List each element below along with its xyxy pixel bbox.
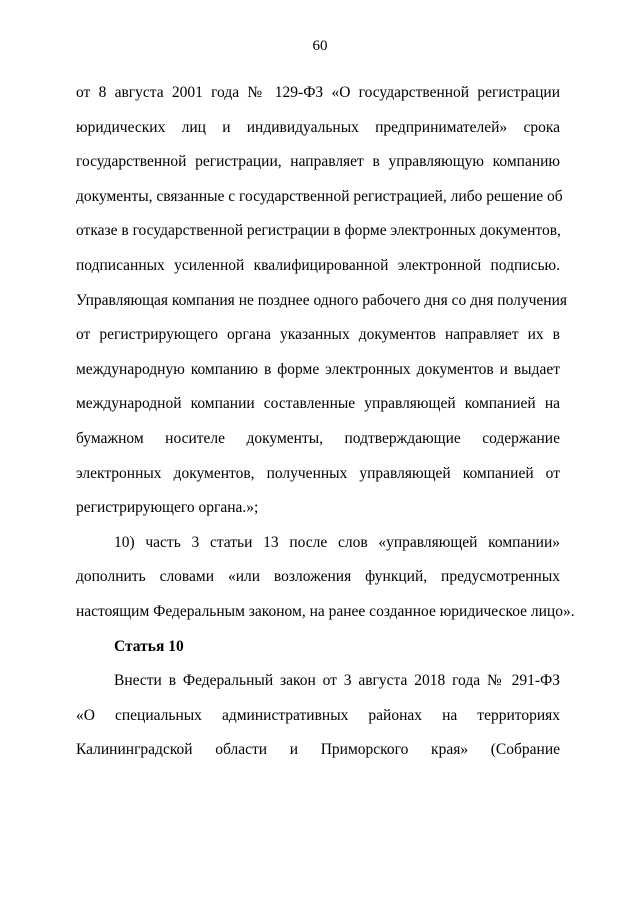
text-line: Внести в Федеральный закон от 3 августа 2018 года № 291-ФЗ <box>114 672 560 690</box>
page-number: 60 <box>312 38 328 54</box>
text-line: регистрирующего органа.»; <box>76 499 259 517</box>
text-line: электронных документов, полученных управляющей компанией от <box>76 464 560 482</box>
text-line: подписанных усиленной квалифицированной электронной подписью. <box>76 256 560 274</box>
text-line: Управляющая компания не позднее одного рабочего дня со дня получения <box>76 291 568 309</box>
text-line: документы, связанные с государственной регистрацией, либо решение об <box>76 187 563 205</box>
text-line: государственной регистрации, направляет в управляющую компанию <box>76 153 560 171</box>
text-line: «О специальных административных районах на территориях <box>76 706 560 724</box>
text-line: дополнить словами «или возложения функций, предусмотренных <box>76 568 560 586</box>
article-heading: Статья 10 <box>114 637 184 655</box>
text-line: бумажном носителе документы, подтверждающие содержание <box>76 429 560 447</box>
text-line: настоящим Федеральным законом, на ранее созданное юридическое лицо». <box>76 602 575 620</box>
text-line: международной компании составленные управляющей компанией на <box>76 395 560 413</box>
document-body <box>76 76 575 768</box>
paragraph-registration-continuation <box>76 76 568 526</box>
text-line: Калининградской области и Приморского края» (Собрание <box>76 741 560 759</box>
text-line: международную компанию в форме электронных документов и выдает <box>76 360 560 378</box>
text-line: 10) часть 3 статьи 13 после слов «управляющей компании» <box>114 533 560 551</box>
text-line: от регистрирующего органа указанных документов направляет их в <box>76 326 560 344</box>
paragraph-item-10 <box>76 526 575 630</box>
text-line: отказе в государственной регистрации в форме электронных документов, <box>76 222 561 240</box>
text-line: от 8 августа 2001 года № 129-ФЗ «О государственной регистрации <box>76 84 560 101</box>
text-line: юридических лиц и индивидуальных предпринимателей» срока <box>76 118 560 136</box>
paragraph-article-10-intro <box>76 664 560 768</box>
